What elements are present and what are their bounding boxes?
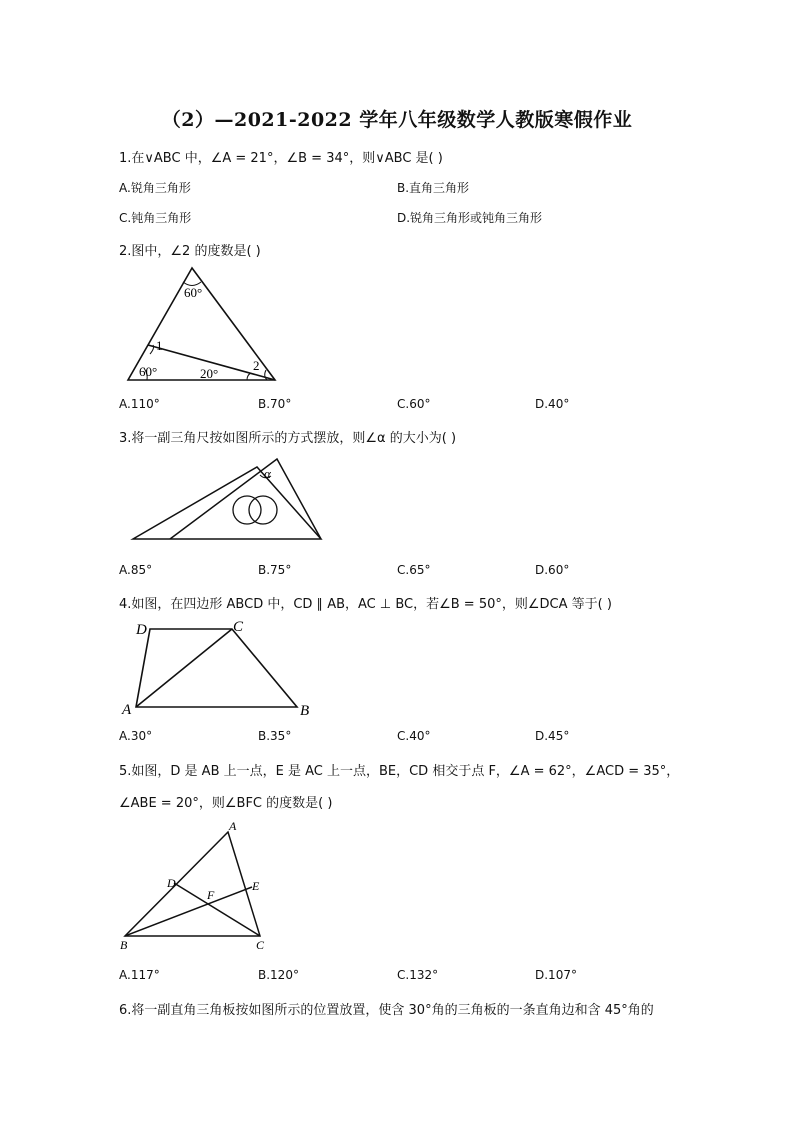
question-2-option-a: A.110° — [119, 397, 160, 411]
question-1-stem: 1.在∨ABC 中，∠A = 21°，∠B = 34°，则∨ABC 是( ) — [119, 151, 443, 166]
question-1-option-a: A.锐角三角形 — [119, 181, 191, 195]
segment-cd — [174, 883, 260, 936]
question-5-stem: 5.如图，D 是 AB 上一点，E 是 AC 上一点，BE，CD 相交于点 F，∠A = 62°，∠ACD = 35°， — [119, 764, 680, 779]
question-4-option-d: D.45° — [535, 729, 570, 743]
question-5-option-a: A.117° — [119, 968, 160, 982]
figure-label: A — [122, 702, 132, 718]
figure-label: C — [233, 619, 244, 635]
question-6-stem: 6.将一副直角三角板按如图所示的位置放置，使含 30°角的三角板的一条直角边和含 45°角的 — [119, 1003, 654, 1018]
question-5-option-c: C.132° — [397, 968, 439, 982]
page-title: （2）—2021-2022 学年八年级数学人教版寒假作业 — [161, 109, 633, 131]
figure-label: 20° — [200, 366, 219, 381]
triangle-ruler-30 — [133, 467, 321, 539]
question-5-stem-line-2: ∠ABE = 20°，则∠BFC 的度数是( ) — [119, 796, 333, 811]
ruler-hole-right — [249, 496, 277, 524]
question-4-stem: 4.如图，在四边形 ABCD 中，CD ∥ AB，AC ⊥ BC，若∠B = 50°，则∠DCA 等于( ) — [119, 597, 612, 612]
figure-label: 2 — [253, 358, 260, 373]
figure-label: 60° — [139, 364, 158, 379]
triangle-abc — [125, 832, 260, 936]
question-3-figure — [130, 455, 330, 545]
figure-label: A — [229, 819, 237, 833]
figure-label: D — [136, 622, 147, 638]
question-4-option-a: A.30° — [119, 729, 153, 743]
figure-label: F — [207, 888, 215, 902]
question-4-figure — [120, 618, 320, 720]
figure-label: 60° — [184, 285, 203, 300]
triangle-ruler-45 — [170, 459, 321, 539]
figure-label: α — [264, 466, 271, 481]
figure-label: 1 — [156, 338, 163, 353]
question-3-option-a: A.85° — [119, 563, 153, 577]
question-4-option-c: C.40° — [397, 729, 431, 743]
figure-label: B — [120, 938, 128, 952]
question-1-option-d: D.锐角三角形或钝角三角形 — [397, 211, 543, 225]
question-4-option-b: B.35° — [258, 729, 292, 743]
figure-label: D — [167, 876, 176, 890]
question-5-option-d: D.107° — [535, 968, 577, 982]
diagonal-ac — [136, 629, 232, 707]
question-3-option-c: C.65° — [397, 563, 431, 577]
question-2-stem: 2.图中，∠2 的度数是( ) — [119, 244, 261, 259]
question-2-option-d: D.40° — [535, 397, 570, 411]
question-3-stem: 3.将一副三角尺按如图所示的方式摆放，则∠α 的大小为( ) — [119, 431, 457, 446]
question-3-option-b: B.75° — [258, 563, 292, 577]
question-3-option-d: D.60° — [535, 563, 570, 577]
question-1-option-b: B.直角三角形 — [397, 181, 470, 195]
question-5-option-b: B.120° — [258, 968, 299, 982]
question-2-option-c: C.60° — [397, 397, 431, 411]
ruler-hole-left — [233, 496, 261, 524]
question-2-option-b: B.70° — [258, 397, 292, 411]
question-1-option-c: C.钝角三角形 — [119, 211, 192, 225]
question-2-figure — [120, 262, 290, 387]
figure-label: C — [256, 938, 265, 952]
figure-label: E — [252, 879, 260, 893]
figure-label: B — [300, 703, 310, 719]
segment-be — [125, 887, 252, 936]
question-5-figure — [115, 815, 275, 955]
